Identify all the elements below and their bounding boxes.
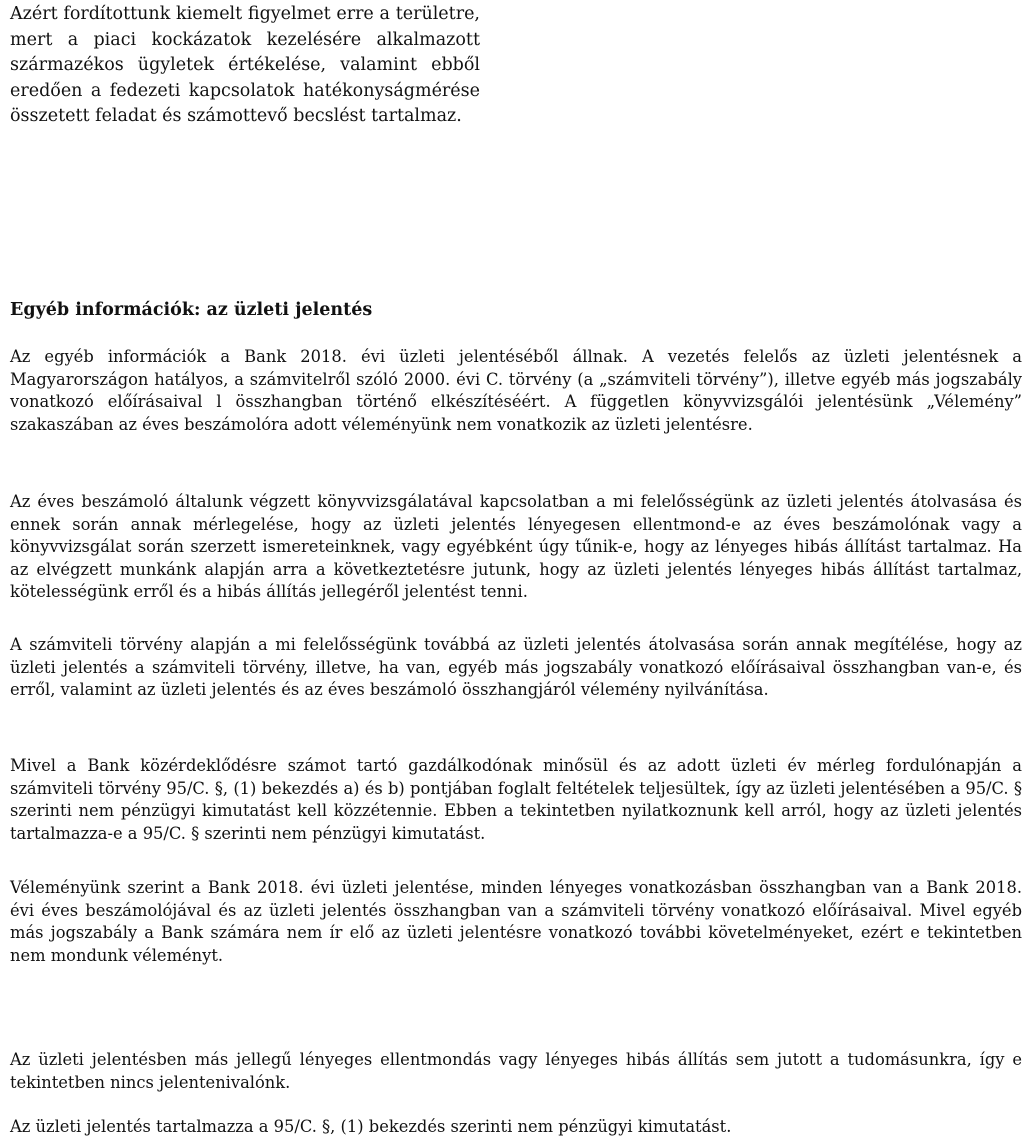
paragraph-auditor-responsibility: Az éves beszámoló általunk végzett könyvvizsgálatával kapcsolatban a mi felelősségünk az üzleti jelentés átolvasása és ennek során annak mérlegelése, hogy az üzleti jelentés lényegesen ellentmond-e az éves beszámolónak vagy a könyvvizsgálat során szerzett ismereteinknek, vagy egyébként úgy tűnik-e, hogy az lényeges hibás állítást tartalmaz. Ha az elvégzett munkánk alapján arra a következtetésre jutunk, hogy az üzleti jelentés lényeges hibás állítást tartalmaz, kötelességünk erről és a hibás állítás jellegéről jelentést tenni.: [10, 492, 1022, 602]
paragraph-non-financial-statement: Mivel a Bank közérdeklődésre számot tartó gazdálkodónak minősül és az adott üzleti év mérleg fordulónapján a számviteli törvény 95/C. §, (1) bekezdés a) és b) pontjában foglalt feltételek teljesültek, így az üzleti jelentésében a 95/C. § szerinti nem pénzügyi kimutatást kell közzétennie. Ebben a tekintetben nyilatkoznunk kell arról, hogy az üzleti jelentés tartalmazza-e a 95/C. § szerinti nem pénzügyi kimutatást.: [10, 756, 1022, 843]
paragraph-other-information: Az egyéb információk a Bank 2018. évi üzleti jelentéséből állnak. A vezetés felelős az üzleti jelentésnek a Magyarországon hatályos, a számvitelről szóló 2000. évi C. törvény (a „számviteli törvény”), illetve egyéb más jogszabály vonatkozó előírásaival l összhangban történő elkészítéséért. A független könyvvizsgálói jelentésünk „Vélemény” szakaszában az éves beszámolóra adott véleményünk nem vonatkozik az üzleti jelentésre.: [10, 347, 1022, 434]
intro-paragraph: Azért fordítottunk kiemelt figyelmet erre a területre, mert a piaci kockázatok kezelésére alkalmazott származékos ügyletek értékelése, valamint ebből eredően a fedezeti kapcsolatok hatékonyságmérése összetett feladat és számottevő becslést tartalmaz.: [10, 4, 480, 126]
paragraph-accounting-act-responsibility: A számviteli törvény alapján a mi felelősségünk továbbá az üzleti jelentés átolvasása során annak megítélése, hogy az üzleti jelentés a számviteli törvény, illetve, ha van, egyéb más jogszabály vonatkozó előírásaival összhangban van-e, és erről, valamint az üzleti jelentés és az éves beszámoló összhangjáról vélemény nyilvánítása.: [10, 635, 1022, 700]
paragraph-opinion: Véleményünk szerint a Bank 2018. évi üzleti jelentése, minden lényeges vonatkozásban összhangban van a Bank 2018. évi éves beszámolójával és az üzleti jelentés összhangban van a számviteli törvény vonatkozó előírásaival. Mivel egyéb más jogszabály a Bank számára nem ír elő az üzleti jelentésre vonatkozó további követelményeket, ezért e tekintetben nem mondunk véleményt.: [10, 878, 1022, 965]
section-heading: Egyéb információk: az üzleti jelentés: [10, 300, 373, 320]
paragraph-closing-statement: Az üzleti jelentés tartalmazza a 95/C. §, (1) bekezdés szerinti nem pénzügyi kimutatást.: [10, 1117, 732, 1136]
paragraph-no-misstatement: Az üzleti jelentésben más jellegű lényeges ellentmondás vagy lényeges hibás állítás sem jutott a tudomásunkra, így e tekintetben nincs jelentenivalónk.: [10, 1050, 1022, 1092]
